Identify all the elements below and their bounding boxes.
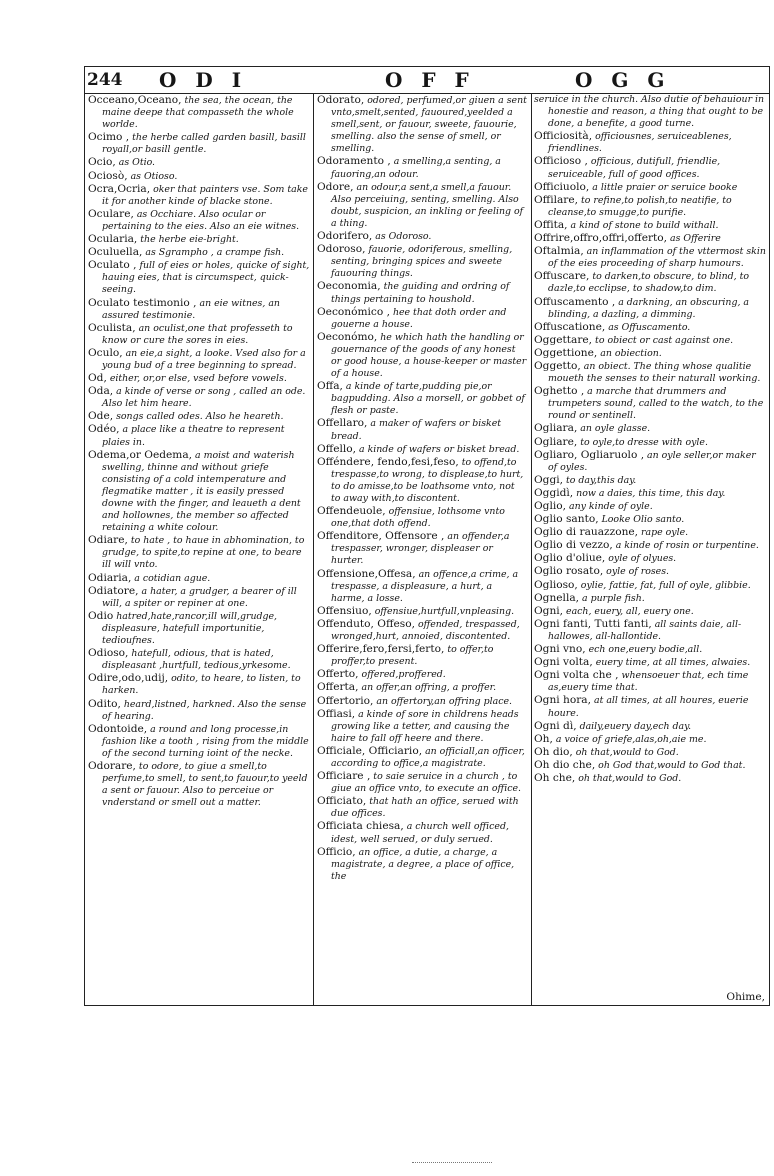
entry-headword: Ogliaro, Ogliaruolo , xyxy=(534,448,645,461)
dictionary-entry xyxy=(317,745,527,770)
entry-headword: Oeconómico , xyxy=(317,305,390,318)
dictionary-entry xyxy=(534,321,767,334)
dictionary-entry xyxy=(317,681,527,694)
entry-definition: he which hath the handling or gouernance of the goods of any honest or good house, a house-keeper or master of a house. xyxy=(331,331,527,380)
entry-headword: Oggettare, xyxy=(534,333,593,346)
entry-definition: heard,listned, harkned. Also the sense of hearing. xyxy=(102,698,307,722)
dictionary-entry xyxy=(534,539,767,552)
dictionary-entry xyxy=(88,534,310,571)
dictionary-entry xyxy=(317,417,527,442)
entry-headword: Oh che, xyxy=(534,771,576,784)
column-rule xyxy=(313,94,314,1005)
entry-definition: offensiue,hurtfull,vnpleasing. xyxy=(374,605,515,617)
dictionary-page xyxy=(84,66,770,1006)
entry-definition: a round and long processe,in fashion like a tooth , rising from the middle of the second turning ioint of the necke. xyxy=(102,723,309,759)
entry-headword: Officioso , xyxy=(534,155,588,168)
dictionary-entry xyxy=(88,423,310,448)
dictionary-entry xyxy=(534,720,767,733)
dictionary-entry xyxy=(88,246,310,259)
dictionary-entry xyxy=(317,568,527,605)
entry-definition: ech one,euery bodie,all. xyxy=(588,644,703,656)
entry-headword: Occeano,Oceano, xyxy=(88,94,182,106)
entry-headword: Oeconómo, xyxy=(317,330,378,343)
entry-definition: the guiding and ordring of things pertaining to houshold. xyxy=(331,281,510,305)
entry-headword: Ode, xyxy=(88,410,114,423)
dictionary-entry xyxy=(534,746,767,759)
left-column xyxy=(88,94,310,1005)
entry-headword: Offenditore, Offensore , xyxy=(317,530,445,543)
dictionary-entry xyxy=(534,449,767,474)
entry-definition: oh that,would to God. xyxy=(575,746,679,758)
entry-definition: oylie, fattie, fat, full of oyle, glibbie. xyxy=(580,579,751,591)
entry-definition: oker that painters vse. Som take it for another kinde of blacke stone. xyxy=(102,183,308,207)
dictionary-entry xyxy=(88,183,310,208)
entry-headword: Oglio di vezzo, xyxy=(534,539,613,552)
entry-headword: Offilare, xyxy=(534,193,579,206)
dictionary-entry xyxy=(317,618,527,643)
dictionary-entry xyxy=(534,579,767,592)
dictionary-entry xyxy=(534,643,767,656)
entry-headword: Odito, xyxy=(88,697,121,710)
dictionary-entry xyxy=(317,94,527,155)
entry-definition: a kinde of sore in childrens heads growing like a tetter, and causing the haire to fall off heere and there. xyxy=(331,708,519,744)
entry-definition: odito, to heare, to listen, to harken. xyxy=(102,673,301,697)
entry-definition: officiousnes, seruiceablenes, friendlines. xyxy=(548,131,732,155)
entry-definition: an obiection. xyxy=(600,347,662,359)
dictionary-entry xyxy=(534,232,767,245)
middle-column xyxy=(317,94,527,1005)
entry-headword: Oh dio, xyxy=(534,745,573,758)
entry-definition: either, or,or else, vsed before vowels. xyxy=(109,373,287,385)
entry-definition: as Otio. xyxy=(118,157,156,169)
dictionary-entry xyxy=(88,385,310,410)
entry-definition: to obiect or cast against one. xyxy=(595,334,734,346)
dictionary-entry xyxy=(534,772,767,785)
entry-definition: an inflammation of the vttermost skin of the eies proceeding of sharp humours. xyxy=(548,246,766,270)
entry-definition: odored, perfumed,or giuen a sent vnto,smelt,sented, fauoured,yeelded a smell,sent, or fauour, sweete, fauourie, smelling. also the sense of smell, or smelling. xyxy=(331,95,527,155)
dictionary-entry xyxy=(88,208,310,233)
header-right-guide: O G G xyxy=(575,68,671,92)
entry-definition: an officiall,an officer, according to office,a magistrate. xyxy=(331,745,525,769)
entry-headword: Offa, xyxy=(317,380,343,393)
entry-headword: Odiare, xyxy=(88,534,128,547)
entry-headword: Oculo, xyxy=(88,346,123,359)
entry-headword: Offrire,offro,offri,offerto, xyxy=(534,232,668,245)
entry-headword: Officiato, xyxy=(317,795,367,808)
dictionary-entry xyxy=(534,733,767,746)
entry-definition: hee that doth order and gouerne a house. xyxy=(331,306,507,330)
entry-headword: Ociosò, xyxy=(88,169,128,182)
entry-headword: Oggidì, xyxy=(534,486,574,499)
entry-definition: a voice of griefe,alas,oh,aie me. xyxy=(555,733,707,745)
entry-definition: an oyle glasse. xyxy=(580,423,651,435)
entry-definition: all saints daie, all-hallowes, all-hallontide. xyxy=(548,618,742,642)
entry-headword: Officiosità, xyxy=(534,130,593,143)
entry-headword: Ogliara, xyxy=(534,422,578,435)
entry-headword: Odontoide, xyxy=(88,722,148,735)
dictionary-entry xyxy=(88,259,310,296)
dictionary-entry xyxy=(534,618,767,643)
dictionary-entry xyxy=(534,155,767,180)
entry-definition: each, euery, all, euery one. xyxy=(566,605,694,617)
column-rule xyxy=(531,94,532,1005)
entry-definition: offended, trespassed, wronged,hurt, annoied, discontented. xyxy=(331,618,520,643)
entry-definition: as Sgrampho , a crampe fish. xyxy=(145,247,285,259)
entry-headword: Oeconomia, xyxy=(317,280,381,293)
dictionary-entry xyxy=(88,372,310,385)
entry-headword: Odioso, xyxy=(88,647,129,660)
dictionary-entry xyxy=(317,331,527,380)
dictionary-entry xyxy=(317,380,527,417)
entry-headword: Ogliare, xyxy=(534,435,578,448)
entry-headword: Odiaria, xyxy=(88,571,132,584)
entry-headword: Offita, xyxy=(534,218,568,231)
entry-definition: as Offerire xyxy=(670,233,721,245)
entry-definition: an odour,a sent,a smell,a fauour. Also perceiuing, senting, smelling. Also doubt, suspicion, an inkling or feeling of a thing. xyxy=(331,181,524,229)
dictionary-entry xyxy=(534,605,767,618)
entry-definition: an oyle seller,or maker of oyles. xyxy=(548,449,756,473)
entry-headword: Ogni hora, xyxy=(534,694,591,707)
entry-headword: Odorato, xyxy=(317,94,365,106)
entry-definition: oyle of olyues. xyxy=(608,553,677,565)
entry-headword: Odema,or Oedema, xyxy=(88,448,193,461)
entry-definition: an offertory,an offring place. xyxy=(376,695,512,707)
entry-definition: an obiect. The thing whose qualitie moueth the senses to their naturall working. xyxy=(548,360,761,385)
entry-headword: Officiale, Officiario, xyxy=(317,744,423,757)
entry-headword: Oglio d'oliue, xyxy=(534,552,606,565)
entry-definition: at all times, at all houres, euerie houre. xyxy=(548,695,749,719)
entry-definition: hatred,hate,rancor,ill will,grudge, displeasure, hatefull importunitie, tedioufnes. xyxy=(102,610,278,647)
dictionary-entry xyxy=(534,385,767,422)
entry-headword: Offensione,Offesa, xyxy=(317,567,416,580)
entry-definition: to darken,to obscure, to blind, to dazle,to ecclipse, to shadow,to dim. xyxy=(548,271,750,295)
entry-definition: a smelling,a senting, a fauoring,an odour. xyxy=(331,156,501,180)
entry-definition: to offend,to trespasse,to wrong, to displease,to hurt, to do amisse,to be loathsome vnto, not to away with,to discontent. xyxy=(331,456,524,504)
entry-definition: a maker of wafers or bisket bread. xyxy=(331,418,502,442)
entry-headword: Ogni volta, xyxy=(534,656,593,669)
dictionary-entry xyxy=(88,585,310,610)
entry-headword: Odiatore, xyxy=(88,584,139,597)
bottom-page-mark xyxy=(412,1162,492,1167)
entry-headword: Offiasi, xyxy=(317,707,356,720)
entry-definition: any kinde of oyle. xyxy=(568,501,653,512)
entry-headword: Offellaro, xyxy=(317,417,368,430)
entry-definition: Looke Olio santo. xyxy=(601,514,685,526)
entry-definition: fauorie, odoriferous, smelling, senting, bringing spices and sweete fauouring things. xyxy=(331,244,513,280)
entry-headword: Offerto, xyxy=(317,668,359,681)
entry-headword: Ogni, xyxy=(534,604,564,617)
entry-headword: Oculato testimonio , xyxy=(88,296,197,309)
dictionary-entry xyxy=(534,487,767,500)
dictionary-entry xyxy=(88,672,310,697)
entry-definition: the herbe eie-bright. xyxy=(140,234,239,246)
entry-definition: a church well officed, idest, well serued, or duly serued. xyxy=(331,821,509,845)
dictionary-entry xyxy=(317,820,527,845)
dictionary-entry xyxy=(317,846,527,883)
dictionary-entry xyxy=(534,194,767,219)
dictionary-entry xyxy=(88,698,310,723)
dictionary-entry xyxy=(88,572,310,585)
entry-definition: songs called odes. Also he heareth. xyxy=(116,411,284,423)
entry-headword: Ogni fanti, Tutti fanti, xyxy=(534,617,652,630)
entry-headword: Ocra,Ocria, xyxy=(88,182,151,195)
entry-definition: that hath an office, serued with due offices. xyxy=(331,796,519,820)
entry-definition: a kinde of verse or song , called an ode. Also let him heare. xyxy=(102,386,306,410)
entry-definition: officious, dutifull, friendlie, seruiceable, full of good offices. xyxy=(548,156,721,180)
dictionary-entry xyxy=(534,296,767,321)
dictionary-entry xyxy=(534,270,767,295)
entry-headword: Officio, xyxy=(317,845,356,858)
entry-headword: Odire,odo,udij, xyxy=(88,672,169,685)
catchword: Ohime, xyxy=(726,991,765,1003)
entry-headword: Oh dio che, xyxy=(534,758,596,771)
entry-definition: euery time, at all times, alwaies. xyxy=(595,657,751,669)
dictionary-entry xyxy=(317,243,527,280)
entry-headword: Odore, xyxy=(317,180,354,193)
entry-headword: Officiare , xyxy=(317,770,371,783)
entry-definition: a kind of stone to build withall. xyxy=(570,219,719,231)
dictionary-entry xyxy=(534,656,767,669)
entry-headword: Od, xyxy=(88,372,107,385)
entry-headword: Offuscamento , xyxy=(534,295,616,308)
dictionary-entry xyxy=(534,94,767,130)
entry-headword: Offuscatione, xyxy=(534,320,606,333)
dictionary-entry xyxy=(317,456,527,505)
entry-definition: a purple fish. xyxy=(582,592,645,604)
entry-headword: Odoramento , xyxy=(317,155,391,168)
right-column xyxy=(534,94,767,1005)
entry-definition: the sea, the ocean, the maine deepe that compasseth the whole worlde. xyxy=(102,95,294,131)
entry-definition: a place like a theatre to represent plaies in. xyxy=(102,424,285,448)
dictionary-entry xyxy=(88,610,310,647)
entry-headword: Oculato , xyxy=(88,259,137,272)
entry-definition: a kinde of rosin or turpentine. xyxy=(615,540,759,552)
header-left-guide: O D I xyxy=(159,68,248,92)
dictionary-entry xyxy=(534,474,767,487)
page-number: 244 xyxy=(87,70,123,90)
entry-definition: to oyle,to dresse with oyle. xyxy=(580,436,708,448)
entry-headword: Oggi, xyxy=(534,473,564,486)
dictionary-entry xyxy=(317,530,527,567)
entry-headword: Offertorio, xyxy=(317,694,374,707)
dictionary-entry xyxy=(88,297,310,322)
entry-definition: offered,proffered. xyxy=(361,669,446,681)
entry-definition: an eie witnes, an assured testimonie. xyxy=(102,297,280,321)
dictionary-entry xyxy=(317,668,527,681)
entry-headword: Offuscare, xyxy=(534,270,590,283)
entry-definition: seruice in the church. Also dutie of behauiour in honestie and reason, a thing that ought to be done, a benefite, a good turne. xyxy=(534,94,765,130)
dictionary-entry xyxy=(88,233,310,246)
entry-definition: to offer,to proffer,to present. xyxy=(331,644,494,668)
dictionary-entry xyxy=(534,130,767,155)
dictionary-entry xyxy=(317,643,527,668)
entry-headword: Oftalmia, xyxy=(534,245,584,258)
entry-definition: a kinde of wafers or bisket bread. xyxy=(359,443,520,455)
dictionary-entry xyxy=(534,219,767,232)
dictionary-entry xyxy=(88,723,310,760)
entry-headword: Odorifero, xyxy=(317,230,373,243)
entry-headword: Offello, xyxy=(317,442,357,455)
entry-headword: Ocio, xyxy=(88,156,116,169)
dictionary-entry xyxy=(534,694,767,719)
dictionary-entry xyxy=(534,669,767,694)
entry-definition: as Odoroso. xyxy=(375,231,432,243)
entry-definition: the herbe called garden basill, basill royall,or basill gentle. xyxy=(102,132,306,156)
dictionary-entry xyxy=(88,449,310,535)
dictionary-entry xyxy=(534,500,767,513)
entry-headword: Odéo, xyxy=(88,423,120,436)
entry-headword: Oculista, xyxy=(88,321,136,334)
dictionary-entry xyxy=(534,436,767,449)
entry-definition: a darkning, an obscuring, a blinding, a dazling, a dimming. xyxy=(548,296,749,320)
entry-headword: Ognella, xyxy=(534,591,580,604)
dictionary-entry xyxy=(88,322,310,347)
dictionary-entry xyxy=(534,360,767,385)
entry-definition: a marche that drummers and trumpeters sound, called to the watch, to the round or sentinell. xyxy=(548,386,764,422)
entry-headword: Oglio santo, xyxy=(534,513,599,526)
entry-definition: to refine,to polish,to neatifie, to cleanse,to smugge,to purifie. xyxy=(548,194,732,218)
entry-definition: an eie,a sight, a looke. Vsed also for a young bud of a tree beginning to spread. xyxy=(102,347,306,371)
entry-headword: Offéndere, fendo,fesi,feso, xyxy=(317,455,459,468)
dictionary-entry xyxy=(317,770,527,795)
entry-definition: an oculist,one that professeth to know or cure the sores in eies. xyxy=(102,322,293,346)
dictionary-entry xyxy=(534,245,767,270)
dictionary-entry xyxy=(88,760,310,809)
entry-definition: to hate , to haue in abhomination, to grudge, to spite,to repine at one, to beare ill will vnto. xyxy=(102,535,305,571)
entry-headword: Oggetto, xyxy=(534,359,581,372)
entry-headword: Oghetto , xyxy=(534,385,585,398)
entry-headword: Oglio, xyxy=(534,500,566,512)
dictionary-entry xyxy=(534,552,767,565)
dictionary-entry xyxy=(317,181,527,230)
entry-headword: Odoroso, xyxy=(317,243,366,256)
entry-definition: as Otioso. xyxy=(130,170,178,182)
dictionary-entry xyxy=(317,230,527,243)
entry-definition: whensoeuer that, ech time as,euery time that. xyxy=(548,670,749,694)
dictionary-entry xyxy=(317,708,527,745)
dictionary-entry xyxy=(317,605,527,618)
header-center-guide: O F F xyxy=(385,68,475,92)
entry-headword: Offerta, xyxy=(317,681,359,694)
dictionary-entry xyxy=(534,592,767,605)
entry-headword: Offenduto, Offeso, xyxy=(317,617,415,630)
dictionary-entry xyxy=(88,131,310,156)
dictionary-entry xyxy=(534,334,767,347)
entry-definition: an offence,a crime, a trespasse, a displeasure, a hurt, a harme, a losse. xyxy=(331,568,519,604)
entry-headword: Odio xyxy=(88,609,114,622)
dictionary-entry xyxy=(88,156,310,169)
dictionary-entry xyxy=(534,759,767,772)
entry-definition: to day,this day. xyxy=(566,474,637,486)
dictionary-entry xyxy=(317,695,527,708)
entry-definition: an office, a dutie, a charge, a magistrate, a degree, a place of office, the xyxy=(331,846,515,882)
dictionary-entry xyxy=(317,155,527,180)
entry-definition: as Occhiare. Also ocular or pertaining to the eies. Also an eie witnes. xyxy=(102,208,300,232)
dictionary-entry xyxy=(317,443,527,456)
entry-headword: Ogni vno, xyxy=(534,643,586,656)
entry-definition: a little praier or seruice booke xyxy=(592,181,738,193)
entry-definition: full of eies or holes, quicke of sight, hauing eies, that is circumspect, quick-seeing. xyxy=(102,260,310,296)
entry-definition: a hater, a grudger, a bearer of ill will, a spiter or repiner at one. xyxy=(102,585,297,609)
dictionary-entry xyxy=(534,422,767,435)
entry-definition: oh God that,would to God that. xyxy=(598,759,746,771)
entry-headword: Oglio di rauazzone, xyxy=(534,526,639,539)
entry-headword: Oggettione, xyxy=(534,346,598,359)
entry-headword: Offerire,fero,fersi,ferto, xyxy=(317,643,445,656)
entry-headword: Officiata chiesa, xyxy=(317,820,404,833)
entry-headword: Ogni dì, xyxy=(534,719,577,732)
dictionary-entry xyxy=(534,181,767,194)
entry-headword: Oculuella, xyxy=(88,246,143,259)
entry-headword: Ogni volta che , xyxy=(534,669,619,682)
entry-definition: rape oyle. xyxy=(641,527,689,539)
entry-definition: a cotidian ague. xyxy=(134,572,211,584)
entry-headword: Oglioso, xyxy=(534,578,578,591)
dictionary-entry xyxy=(88,410,310,423)
dictionary-entry xyxy=(534,513,767,526)
entry-definition: oh that,would to God. xyxy=(578,772,682,784)
entry-definition: as Offuscamento. xyxy=(608,321,691,333)
dictionary-entry xyxy=(88,647,310,672)
dictionary-entry xyxy=(317,795,527,820)
entry-headword: Oculare, xyxy=(88,207,134,220)
dictionary-entry xyxy=(317,505,527,530)
dictionary-entry xyxy=(317,306,527,331)
entry-definition: now a daies, this time, this day. xyxy=(576,487,726,499)
entry-headword: Ocimo , xyxy=(88,131,130,144)
dictionary-entry xyxy=(88,347,310,372)
entry-headword: Offensiuo, xyxy=(317,604,372,617)
entry-definition: a moist and waterish swelling, thinne and without griefe consisting of a cold intemperature and flegmatike matter , it is easily pressed downe with the finger, and leaueth a dent and hollownes, the member so affected retaining a white colour. xyxy=(102,449,301,534)
entry-headword: Officiuolo, xyxy=(534,180,590,193)
entry-definition: to odore, to giue a smell,to perfume,to smell, to sent,to fauour,to yeeld a sent or fauour. Also to perceiue or vnderstand or smell out a matter. xyxy=(102,760,308,809)
entry-definition: daily,euery day,ech day. xyxy=(579,720,692,732)
dictionary-entry xyxy=(534,347,767,360)
entry-headword: Offendeuole, xyxy=(317,505,386,518)
dictionary-entry xyxy=(534,526,767,539)
entry-definition: a kinde of tarte,pudding pie,or bagpudding. Also a morsell, or gobbet of flesh or paste. xyxy=(331,381,525,417)
entry-definition: offensiue, lothsome vnto one,that doth offend. xyxy=(331,506,505,530)
entry-headword: Oh, xyxy=(534,732,553,745)
dictionary-entry xyxy=(88,94,310,131)
entry-definition: to saie seruice in a church , to giue an office vnto, to execute an office. xyxy=(331,771,521,795)
entry-headword: Odorare, xyxy=(88,759,136,772)
entry-definition: hatefull, odious, that is hated, displeasant ,hurtfull, tedious,yrkesome. xyxy=(102,648,291,672)
entry-definition: an offer,an offring, a proffer. xyxy=(361,682,497,694)
entry-definition: an offender,a trespasser, wronger, displeaser or hurter. xyxy=(331,531,510,567)
running-header xyxy=(85,67,769,94)
dictionary-entry xyxy=(534,565,767,578)
entry-headword: Oda, xyxy=(88,385,114,398)
dictionary-entry xyxy=(88,170,310,183)
entry-definition: oyle of roses. xyxy=(606,566,670,578)
entry-headword: Oglio rosato, xyxy=(534,565,604,578)
entry-headword: Ocularia, xyxy=(88,233,138,246)
dictionary-entry xyxy=(317,280,527,305)
